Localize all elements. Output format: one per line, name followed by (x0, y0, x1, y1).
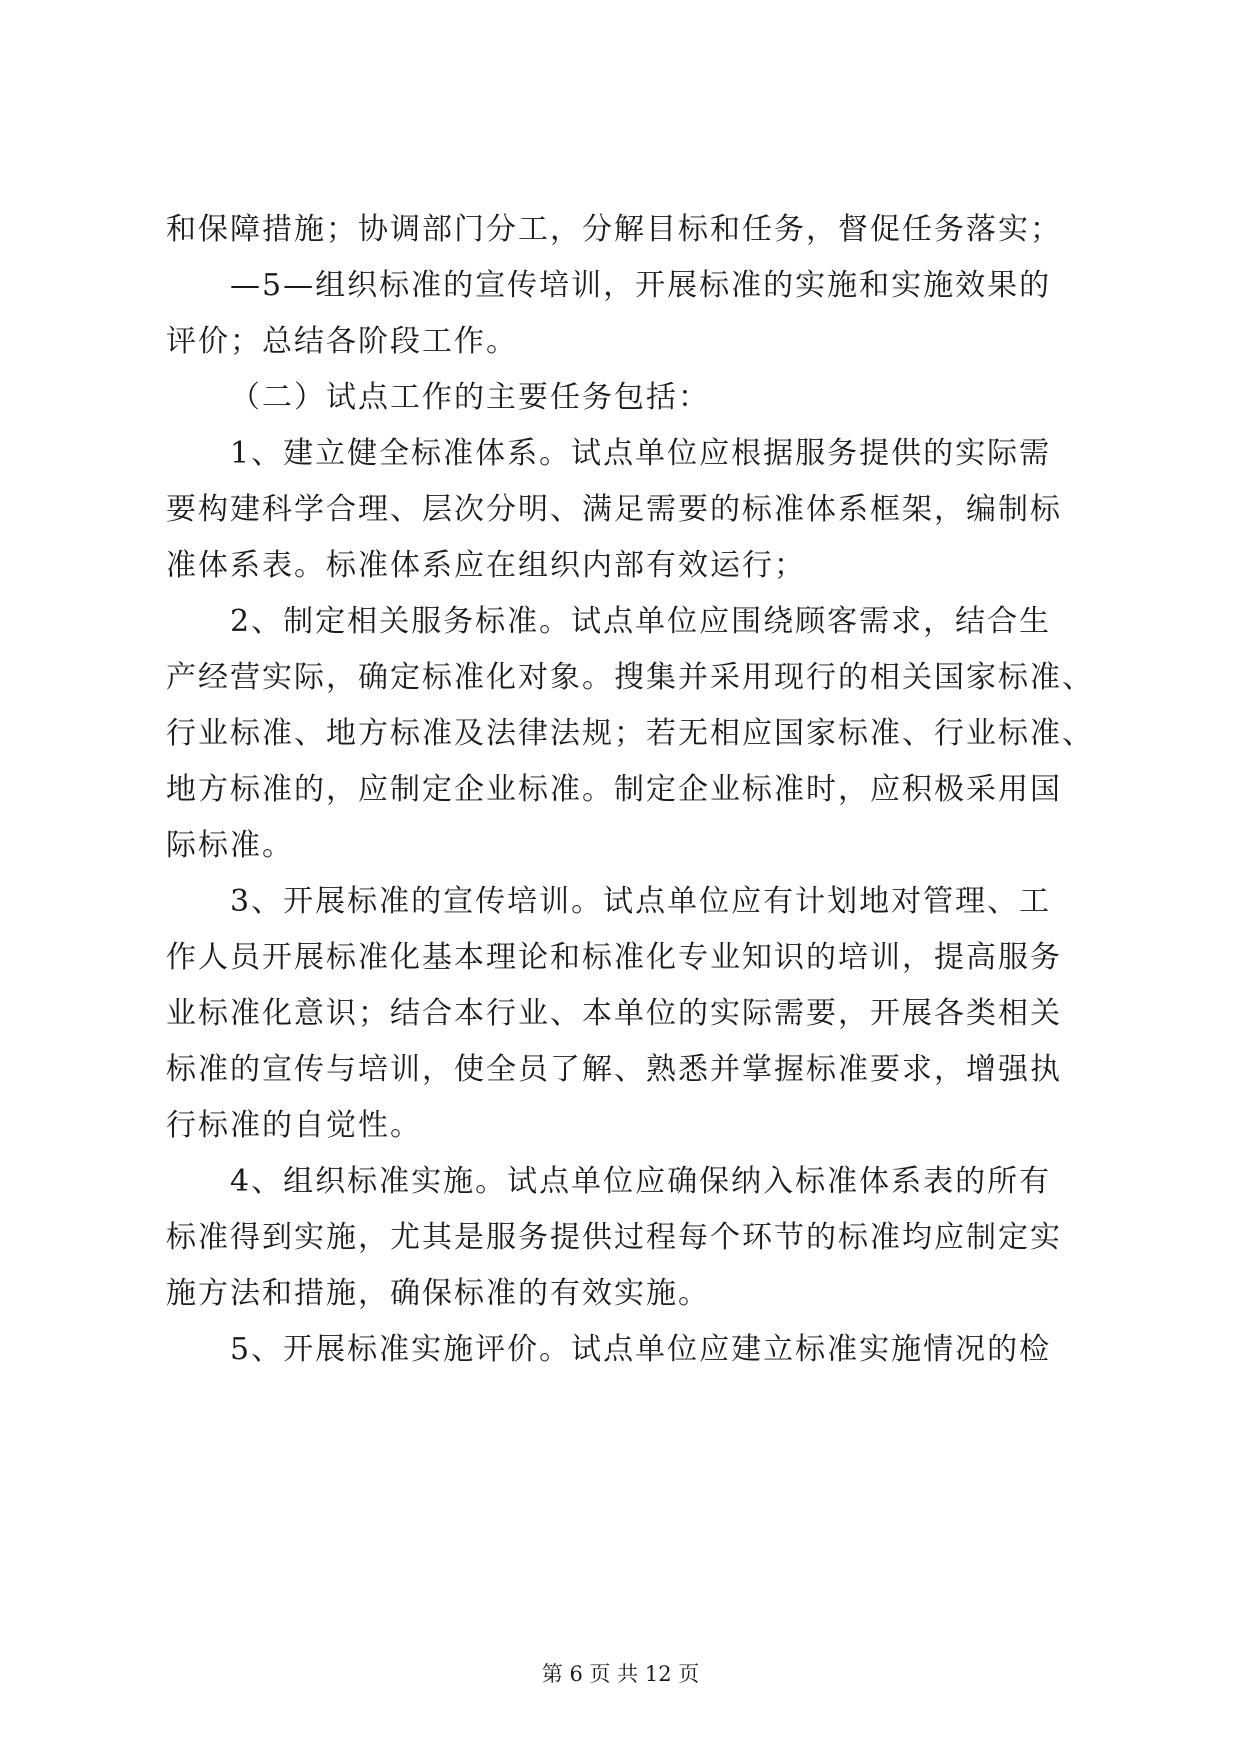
text-line-5: 1、建立健全标准体系。试点单位应根据服务提供的实际需 (230, 436, 1052, 471)
text-line-6: 要构建科学合理、层次分明、满足需要的标准体系框架，编制标 (166, 492, 1062, 527)
page-footer: 第 6 页 共 12 页 (541, 1662, 700, 1686)
text-line-18: 4、组织标准实施。试点单位应确保纳入标准体系表的所有 (230, 1164, 1052, 1199)
text-line-20: 施方法和措施，确保标准的有效实施。 (166, 1276, 710, 1311)
section-heading: （二）试点工作的主要任务包括： (230, 380, 710, 415)
text-line-16: 标准的宣传与培训，使全员了解、熟悉并掌握标准要求，增强执 (166, 1052, 1062, 1087)
text-line-12: 际标准。 (166, 828, 294, 863)
text-line-8: 2、制定相关服务标准。试点单位应围绕顾客需求，结合生 (230, 604, 1052, 639)
text-line-14: 作人员开展标准化基本理论和标准化专业知识的培训，提高服务 (166, 940, 1062, 975)
text-line-15: 业标准化意识；结合本行业、本单位的实际需要，开展各类相关 (166, 996, 1062, 1031)
text-line-2: —5—组织标准的宣传培训，开展标准的实施和实施效果的 (230, 268, 1052, 303)
text-line-17: 行标准的自觉性。 (166, 1108, 422, 1143)
text-line-7: 准体系表。标准体系应在组织内部有效运行； (166, 548, 806, 583)
text-line-11: 地方标准的，应制定企业标准。制定企业标准时，应积极采用国 (166, 772, 1062, 807)
text-line-10: 行业标准、地方标准及法律法规；若无相应国家标准、行业标准、 (166, 716, 1094, 751)
text-line-13: 3、开展标准的宣传培训。试点单位应有计划地对管理、工 (230, 884, 1052, 919)
text-line-19: 标准得到实施，尤其是服务提供过程每个环节的标准均应制定实 (166, 1220, 1062, 1255)
text-line-3: 评价；总结各阶段工作。 (166, 324, 518, 359)
text-line-21: 5、开展标准实施评价。试点单位应建立标准实施情况的检 (230, 1332, 1052, 1367)
text-line-9: 产经营实际，确定标准化对象。搜集并采用现行的相关国家标准、 (166, 660, 1094, 695)
text-line-1: 和保障措施；协调部门分工，分解目标和任务，督促任务落实； (166, 212, 1062, 247)
